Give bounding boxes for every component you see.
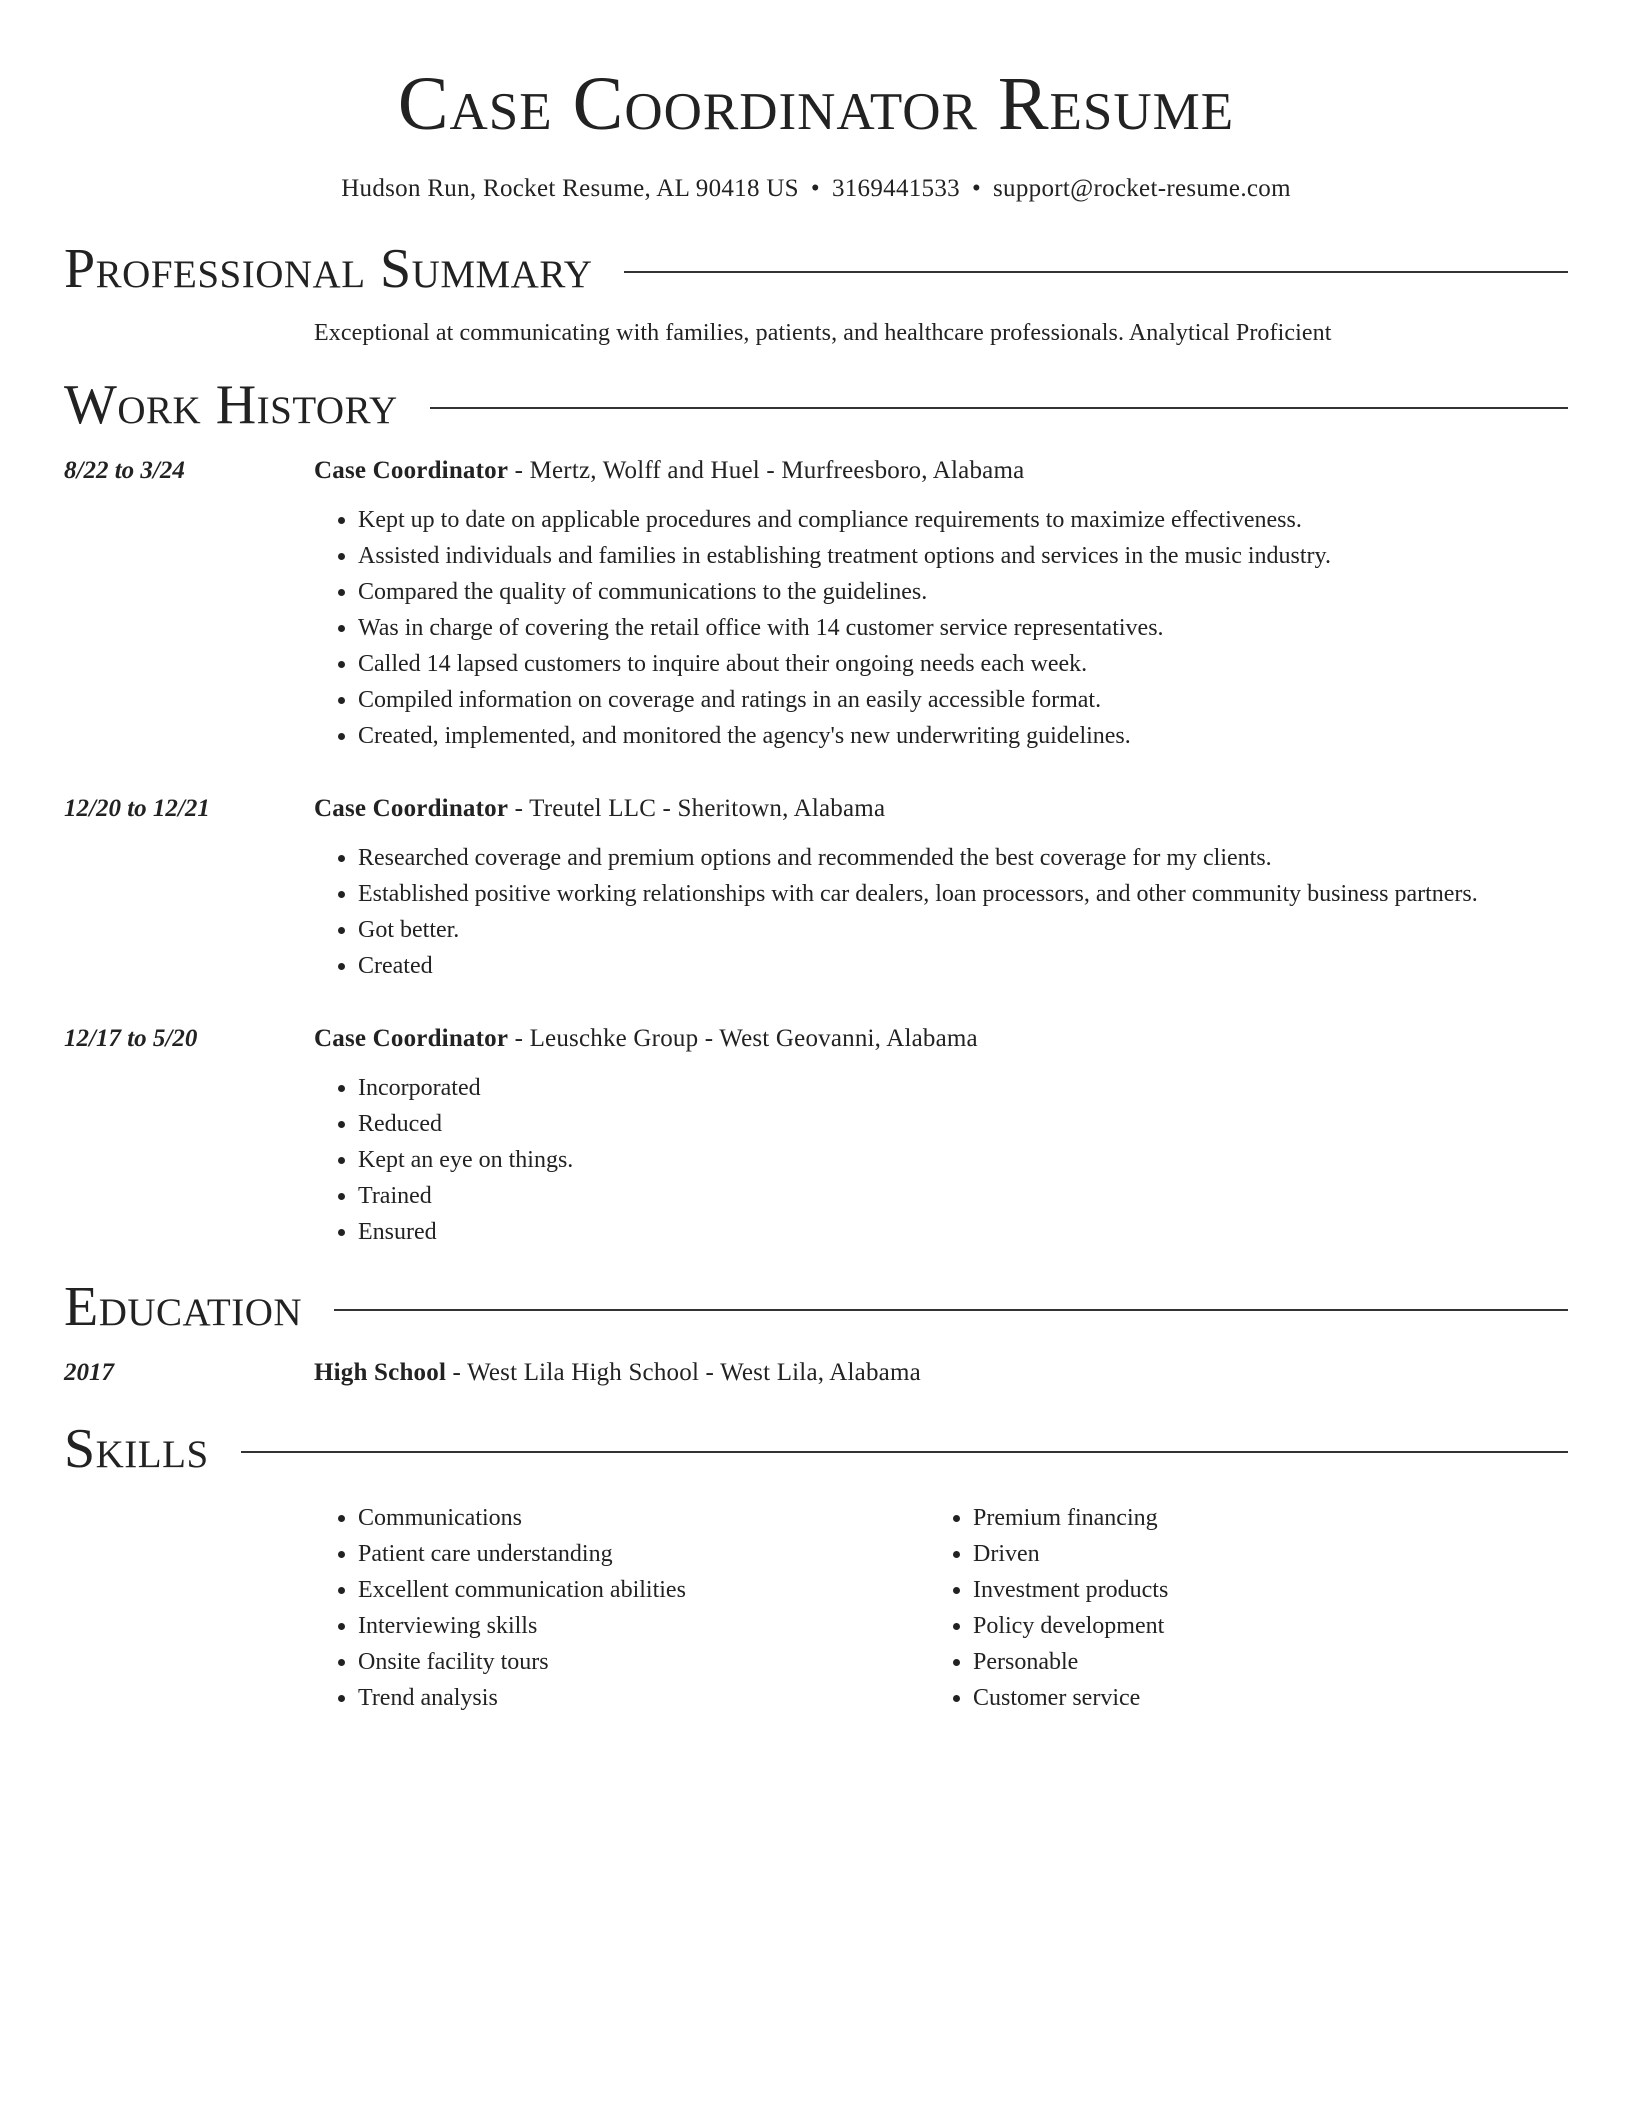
job-heading bbox=[314, 454, 1568, 488]
job-bullet: • Kept up to date on applicable procedures and compliance requirements to maximize effectiveness. bbox=[358, 502, 1568, 538]
contact-phone: 3169441533 bbox=[831, 175, 960, 202]
education-year: 2017 bbox=[64, 1359, 114, 1386]
job-body bbox=[314, 454, 1568, 754]
job-bullet: • Assisted individuals and families in establishing treatment options and services in the music industry. bbox=[358, 538, 1568, 574]
skills-section-header bbox=[64, 1414, 1568, 1484]
education-body bbox=[314, 1356, 1568, 1390]
job-bullet: • Trained bbox=[358, 1178, 1568, 1214]
job-title: Case Coordinator bbox=[314, 795, 509, 822]
skill-item: • Policy development bbox=[973, 1608, 1544, 1644]
skill-item: • Premium financing bbox=[973, 1500, 1544, 1536]
job-entry bbox=[64, 1022, 1568, 1250]
job-title: Case Coordinator bbox=[314, 457, 509, 484]
skill-item: • Interviewing skills bbox=[358, 1608, 929, 1644]
skill-item: • Trend analysis bbox=[358, 1680, 929, 1716]
job-bullet: • Called 14 lapsed customers to inquire about their ongoing needs each week. bbox=[358, 646, 1568, 682]
education-details: - West Lila High School - West Lila, Alabama bbox=[446, 1359, 921, 1386]
job-bullet: • Kept an eye on things. bbox=[358, 1142, 1568, 1178]
skill-item: • Personable bbox=[973, 1644, 1544, 1680]
job-bullet: • Got better. bbox=[358, 912, 1568, 948]
job-dates: 8/22 to 3/24 bbox=[64, 457, 185, 484]
skills-column-right bbox=[929, 1500, 1544, 1716]
skill-item: • Onsite facility tours bbox=[358, 1644, 929, 1680]
job-heading bbox=[314, 1022, 1568, 1056]
education-heading: Education bbox=[64, 1276, 303, 1338]
section-divider bbox=[334, 1309, 1568, 1311]
job-details: - Mertz, Wolff and Huel - Murfreesboro, Alabama bbox=[508, 457, 1025, 484]
contact-separator: • bbox=[971, 175, 982, 202]
section-divider bbox=[430, 407, 1568, 409]
job-dates: 12/20 to 12/21 bbox=[64, 795, 210, 822]
skill-item: • Excellent communication abilities bbox=[358, 1572, 929, 1608]
skills-column-left bbox=[314, 1500, 929, 1716]
job-details: - Leuschke Group - West Geovanni, Alabama bbox=[508, 1025, 978, 1052]
job-bullet: • Incorporated bbox=[358, 1070, 1568, 1106]
skill-item: • Driven bbox=[973, 1536, 1544, 1572]
job-entry bbox=[64, 454, 1568, 754]
job-body bbox=[314, 792, 1568, 984]
job-bullets bbox=[314, 502, 1568, 754]
section-divider bbox=[624, 271, 1568, 273]
job-details: - Treutel LLC - Sheritown, Alabama bbox=[508, 795, 886, 822]
job-bullets bbox=[314, 840, 1568, 984]
job-bullet: • Compiled information on coverage and ratings in an easily accessible format. bbox=[358, 682, 1568, 718]
job-heading bbox=[314, 792, 1568, 826]
job-bullet: • Established positive working relationships with car dealers, loan processors, and other community business partners. bbox=[358, 876, 1568, 912]
job-entry bbox=[64, 792, 1568, 984]
summary-text: Exceptional at communicating with families, patients, and healthcare professionals. Analytical Proficient bbox=[314, 320, 1332, 346]
education-section-header bbox=[64, 1272, 1568, 1342]
job-bullet: • Researched coverage and premium options and recommended the best coverage for my clients. bbox=[358, 840, 1568, 876]
contact-separator: • bbox=[810, 175, 820, 202]
contact-address: Hudson Run, Rocket Resume, AL 90418 US bbox=[341, 175, 799, 202]
education-entry bbox=[64, 1356, 1568, 1390]
job-bullet: • Created bbox=[358, 948, 1568, 984]
job-bullet: • Compared the quality of communications to the guidelines. bbox=[358, 574, 1568, 610]
contact-email: support@rocket-resume.com bbox=[993, 175, 1291, 202]
job-title: Case Coordinator bbox=[314, 1025, 509, 1052]
summary-heading: Professional Summary bbox=[64, 238, 593, 300]
skill-item: • Investment products bbox=[973, 1572, 1544, 1608]
job-bullet: • Was in charge of covering the retail office with 14 customer service representatives. bbox=[358, 610, 1568, 646]
work-section-header bbox=[64, 370, 1568, 440]
job-dates: 12/17 to 5/20 bbox=[64, 1025, 198, 1052]
contact-line bbox=[64, 172, 1568, 206]
education-heading-line bbox=[314, 1356, 1568, 1390]
education-degree: High School bbox=[314, 1359, 447, 1386]
work-heading: Work History bbox=[64, 374, 398, 436]
section-divider bbox=[241, 1451, 1568, 1453]
job-bullets bbox=[314, 1070, 1568, 1250]
summary-section-header bbox=[64, 234, 1568, 304]
job-bullet: • Reduced bbox=[358, 1106, 1568, 1142]
skills-heading: Skills bbox=[64, 1418, 209, 1480]
skill-item: • Patient care understanding bbox=[358, 1536, 929, 1572]
resume-title: Case Coordinator Resume bbox=[397, 62, 1235, 146]
skills-list bbox=[314, 1500, 1568, 1716]
skill-item: • Customer service bbox=[973, 1680, 1544, 1716]
job-body bbox=[314, 1022, 1568, 1250]
job-bullet: • Ensured bbox=[358, 1214, 1568, 1250]
skill-item: • Communications bbox=[358, 1500, 929, 1536]
job-bullet: • Created, implemented, and monitored the agency's new underwriting guidelines. bbox=[358, 718, 1568, 754]
